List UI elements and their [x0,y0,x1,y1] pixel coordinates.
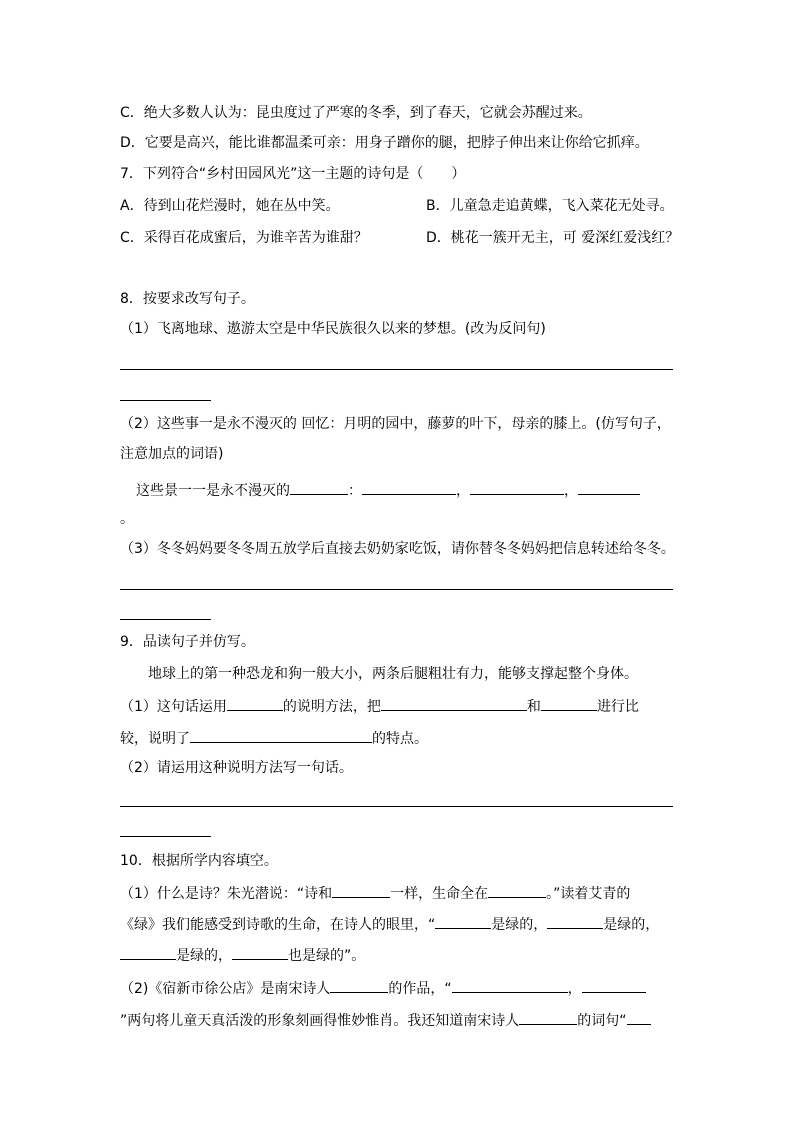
text: 的作品，“ [388,981,452,997]
q7-option-c: C．采得百花成蜜后，为谁辛苦为谁甜？ [120,230,368,246]
blank[interactable] [627,1010,651,1025]
blank[interactable] [519,1010,577,1025]
q9-stem: 9．品读句子并仿写。 [120,634,255,650]
blank[interactable] [541,696,597,711]
blank[interactable] [470,480,564,495]
text: 是绿的， [491,917,548,933]
text: 《绿》我们能感受到诗歌的生命，在诗人的眼里，“ [120,917,436,933]
text: ： [348,483,362,499]
text: （2)《宿新市徐公店》是南宋诗人 [120,981,331,997]
text: （1）这句话运用 [120,699,227,715]
q7-stem: 7．下列符合“乡村田园风光”这一主题的诗句是（ ） [120,166,466,182]
blank[interactable] [332,883,390,898]
blank[interactable] [435,914,491,929]
q8-part1: （1）飞离地球、遨游太空是中华民族很久以来的梦想。(改为反问句) [120,321,546,337]
answer-line[interactable] [120,619,211,620]
blank[interactable] [452,978,568,993]
q10-part1-cont [120,914,659,934]
blank[interactable] [190,728,372,743]
blank[interactable] [547,914,603,929]
q8-part2: （2）这些事一是永不漫灭的 回忆：月明的园中，藤萝的叶下，母亲的膝上。(仿写句子， [120,416,671,432]
q10-part1 [120,883,630,903]
text: 这些景一一是永不漫灭的 [136,483,290,499]
blank[interactable] [330,978,388,993]
q9-part2: （2）请运用这种说明方法写一句话。 [120,760,353,776]
blank[interactable] [488,883,546,898]
answer-line[interactable] [120,400,211,401]
q10-part1-cont2 [120,945,365,965]
q8-stem: 8．按要求改写句子。 [120,291,255,307]
answer-line[interactable] [120,836,211,837]
q7-option-a: A．待到山花烂漫时，她在丛中笑。 [120,198,340,214]
text: 的特点。 [372,731,428,747]
blank[interactable] [227,696,283,711]
text: ， [564,483,578,499]
blank[interactable] [362,480,456,495]
text: 和 [526,699,541,715]
text: 是绿的， [176,948,232,964]
text: （1）什么是诗？朱光潜说：“诗和 [120,886,333,902]
q9-part1 [120,696,639,716]
q8-period: 。 [120,511,134,527]
text: 较，说明了 [120,731,190,747]
answer-line[interactable] [120,369,673,370]
q10-part2-cont [120,1010,651,1030]
q8-part2-note: 注意加点的词语) [120,446,224,462]
q6-option-c: C．绝大多数人认为：昆虫度过了严寒的冬季，到了春天，它就会苏醒过来。 [120,105,592,121]
text: ， [567,981,582,997]
text: ， [456,483,470,499]
text: 一样，生命全在 [390,886,489,902]
blank[interactable] [232,945,288,960]
q8-part3: （3）冬冬妈妈要冬冬周五放学后直接去奶奶家吃饭，请你替冬冬妈妈把信息转述给冬冬。 [120,541,675,557]
text: 。”读着艾青的 [546,886,631,902]
text: 进行比 [596,699,639,715]
text: ”两句将儿童天真活泼的形象刻画得惟妙惟肖。我还知道南宋诗人 [120,1013,520,1029]
text: 也是绿的”。 [288,948,366,964]
q6-option-d: D．它要是高兴，能比谁都温柔可亲：用身子蹭你的腿，把脖子伸出来让你给它抓痒。 [120,135,649,151]
answer-line[interactable] [120,806,673,807]
answer-line[interactable] [120,589,673,590]
q7-option-b: B．儿童急走追黄蝶，飞入菜花无处寻。 [426,198,674,214]
q10-part2 [120,978,646,998]
blank[interactable] [578,480,640,495]
text: 是绿的， [603,917,660,933]
q8-part2-fill [136,480,640,500]
q7-option-d: D．桃花一簇开无主，可 爱深红爱浅红？ [426,230,680,246]
blank[interactable] [381,696,527,711]
q9-sentence: 地球上的第一种恐龙和狗一般大小，两条后腿粗壮有力，能够支撑起整个身体。 [148,666,638,682]
text: 的说明方法，把 [282,699,381,715]
blank[interactable] [290,480,348,495]
q9-part1-cont [120,728,428,748]
text: 的词句“ [577,1013,627,1029]
q10-stem: 10．根据所学内容填空。 [120,853,278,869]
blank[interactable] [120,945,176,960]
blank[interactable] [582,978,646,993]
